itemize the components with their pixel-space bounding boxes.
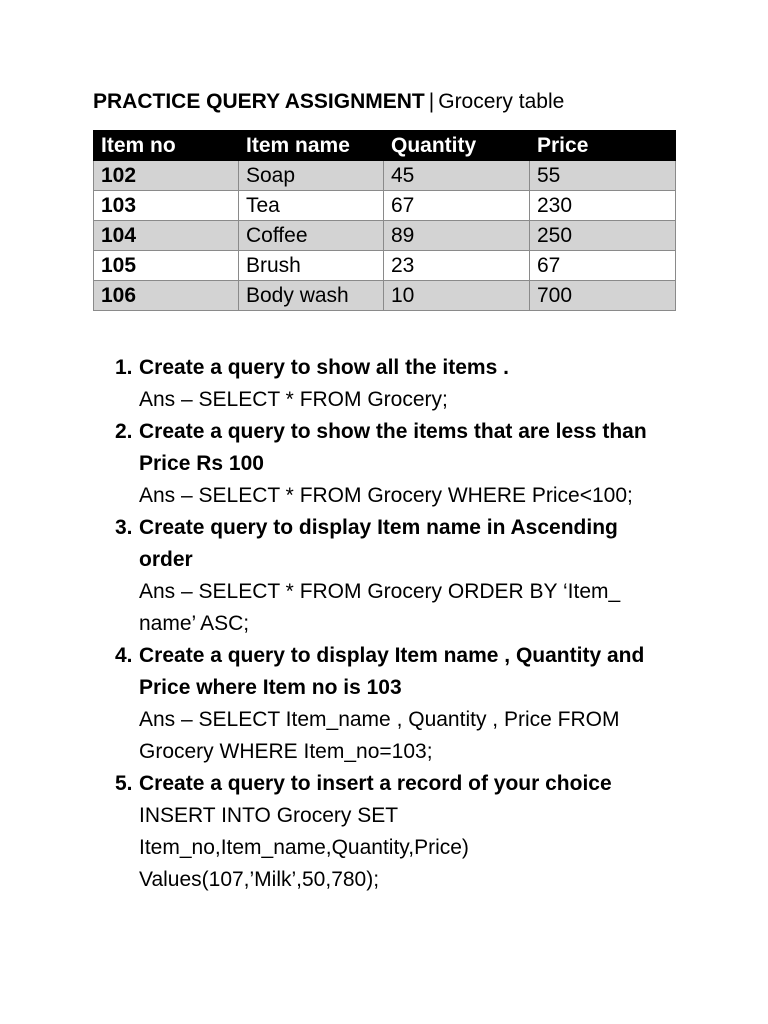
question-text: Create a query to show all the items . — [139, 356, 509, 379]
cell-price: 55 — [530, 161, 676, 191]
answer-line: INSERT INTO Grocery SET — [139, 804, 399, 827]
answer-text: Ans – SELECT Item_name , Quantity , Price FROM Grocery WHERE Item_no=103; — [139, 708, 620, 763]
question-item-1 — [93, 352, 673, 416]
question-item-2 — [93, 416, 673, 512]
answer-text: Ans – SELECT * FROM Grocery ORDER BY ‘Item_ name’ ASC; — [139, 580, 621, 635]
question-item-5 — [93, 768, 673, 896]
cell-item-name: Tea — [239, 191, 384, 221]
cell-price: 700 — [530, 281, 676, 311]
cell-item-no: 104 — [94, 221, 239, 251]
cell-item-name: Body wash — [239, 281, 384, 311]
question-number: 2. — [115, 420, 133, 443]
title-bold: PRACTICE QUERY ASSIGNMENT — [93, 90, 425, 113]
title-subtitle: Grocery table — [438, 90, 565, 113]
table-row — [94, 281, 676, 311]
table-row — [94, 221, 676, 251]
cell-price: 230 — [530, 191, 676, 221]
question-number: 4. — [115, 644, 133, 667]
question-text: Create a query to display Item name , Quantity and Price where Item no is 103 — [139, 644, 645, 699]
cell-quantity: 89 — [384, 221, 530, 251]
question-item-4 — [93, 640, 673, 768]
question-text: Create a query to insert a record of your choice — [139, 772, 612, 795]
answer-text: Ans – SELECT * FROM Grocery WHERE Price<100; — [139, 484, 633, 507]
cell-item-name: Brush — [239, 251, 384, 281]
cell-quantity: 67 — [384, 191, 530, 221]
question-item-3 — [93, 512, 673, 640]
cell-price: 67 — [530, 251, 676, 281]
cell-item-no: 103 — [94, 191, 239, 221]
column-header-item-no: Item no — [94, 131, 239, 161]
table-row — [94, 161, 676, 191]
cell-quantity: 23 — [384, 251, 530, 281]
cell-item-name: Soap — [239, 161, 384, 191]
answer-text: Ans – SELECT * FROM Grocery; — [139, 388, 448, 411]
answer-line: Item_no,Item_name,Quantity,Price) — [139, 836, 469, 859]
question-number: 5. — [115, 772, 133, 795]
question-text: Create query to display Item name in Ascending order — [139, 516, 618, 571]
title-separator: | — [428, 90, 435, 113]
column-header-item-name: Item name — [239, 131, 384, 161]
page-title — [93, 88, 564, 116]
cell-quantity: 10 — [384, 281, 530, 311]
table-header-row — [94, 131, 676, 161]
table-row — [94, 251, 676, 281]
cell-item-name: Coffee — [239, 221, 384, 251]
cell-price: 250 — [530, 221, 676, 251]
grocery-table — [93, 130, 676, 311]
question-list — [93, 352, 673, 896]
cell-quantity: 45 — [384, 161, 530, 191]
question-number: 3. — [115, 516, 133, 539]
column-header-quantity: Quantity — [384, 131, 530, 161]
cell-item-no: 106 — [94, 281, 239, 311]
cell-item-no: 105 — [94, 251, 239, 281]
column-header-price: Price — [530, 131, 676, 161]
table-row — [94, 191, 676, 221]
cell-item-no: 102 — [94, 161, 239, 191]
question-number: 1. — [115, 356, 133, 379]
answer-line: Values(107,’Milk’,50,780); — [139, 868, 380, 891]
question-text: Create a query to show the items that are less than Price Rs 100 — [139, 420, 647, 475]
